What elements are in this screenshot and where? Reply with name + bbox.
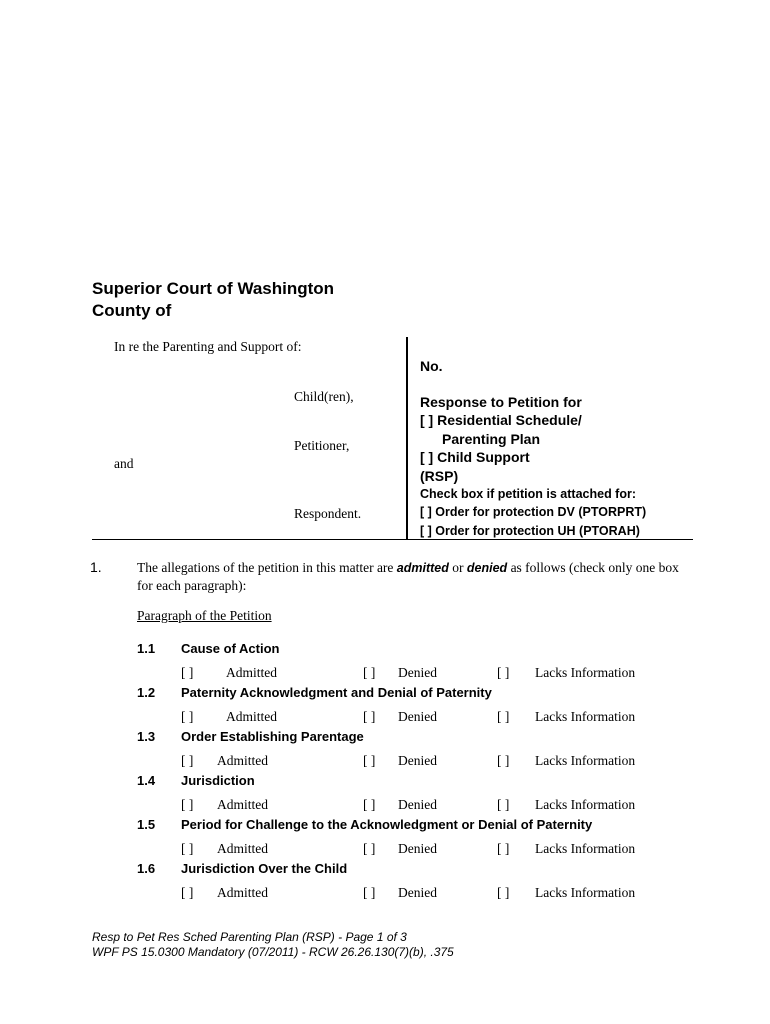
lacks-info-label: Lacks Information bbox=[535, 753, 636, 768]
caption-divider-vertical bbox=[406, 337, 408, 540]
item-number: 1.2 bbox=[137, 685, 156, 700]
item-number: 1.4 bbox=[137, 773, 156, 788]
respondent-label: Respondent. bbox=[294, 506, 362, 521]
item-title: Period for Challenge to the Acknowledgment or Denial of Paternity bbox=[181, 817, 593, 832]
lacks-info-label: Lacks Information bbox=[535, 665, 636, 680]
intro-or: or bbox=[448, 560, 467, 575]
lacks-info-checkbox[interactable]: [ ] bbox=[497, 841, 510, 856]
allegation-item bbox=[0, 817, 770, 861]
allegation-item bbox=[0, 641, 770, 685]
allegation-item bbox=[0, 773, 770, 817]
admitted-checkbox[interactable]: [ ] bbox=[181, 797, 194, 812]
admitted-label: Admitted bbox=[217, 797, 268, 812]
lacks-info-checkbox[interactable]: [ ] bbox=[497, 753, 510, 768]
admitted-label: Admitted bbox=[217, 841, 268, 856]
lacks-info-label: Lacks Information bbox=[535, 709, 636, 724]
denied-checkbox[interactable]: [ ] bbox=[363, 841, 376, 856]
title-line-code: (RSP) bbox=[420, 467, 459, 484]
check-ptorprt: [ ] Order for protection DV (PTORPRT) bbox=[420, 505, 647, 520]
check-instruction: Check box if petition is attached for: bbox=[420, 487, 636, 501]
allegation-item bbox=[0, 861, 770, 905]
petitioner-label: Petitioner, bbox=[294, 438, 350, 453]
item-title: Jurisdiction bbox=[181, 773, 255, 788]
admitted-checkbox[interactable]: [ ] bbox=[181, 709, 194, 724]
admitted-label: Admitted bbox=[226, 665, 277, 680]
case-number-label: No. bbox=[420, 358, 443, 374]
title-line: Response to Petition for bbox=[420, 394, 582, 410]
title-line-residential-schedule: [ ] Residential Schedule/ bbox=[420, 412, 582, 429]
item-number: 1.6 bbox=[137, 861, 156, 876]
lacks-info-checkbox[interactable]: [ ] bbox=[497, 885, 510, 900]
intro-denied: denied bbox=[466, 561, 508, 575]
lacks-info-checkbox[interactable]: [ ] bbox=[497, 797, 510, 812]
intro-admitted: admitted bbox=[396, 561, 449, 575]
denied-checkbox[interactable]: [ ] bbox=[363, 797, 376, 812]
denied-checkbox[interactable]: [ ] bbox=[363, 885, 376, 900]
item-number: 1.3 bbox=[137, 729, 156, 744]
intro-text: The allegations of the petition in this matter are bbox=[137, 560, 397, 575]
footer-form-code: WPF PS 15.0300 Mandatory (07/2011) - RCW 26.26.130(7)(b), .375 bbox=[92, 945, 454, 959]
court-name: Superior Court of Washington bbox=[92, 279, 335, 298]
denied-label: Denied bbox=[398, 885, 437, 900]
allegation-item bbox=[0, 729, 770, 773]
denied-label: Denied bbox=[398, 709, 437, 724]
children-label: Child(ren), bbox=[294, 389, 354, 404]
document-title bbox=[420, 393, 582, 485]
title-line-parenting-plan: Parenting Plan bbox=[442, 430, 541, 447]
denied-checkbox[interactable]: [ ] bbox=[363, 753, 376, 768]
lacks-info-label: Lacks Information bbox=[535, 797, 636, 812]
admitted-label: Admitted bbox=[226, 709, 277, 724]
lacks-info-label: Lacks Information bbox=[535, 841, 636, 856]
footer-page-info: Resp to Pet Res Sched Parenting Plan (RSP) - Page 1 of 3 bbox=[92, 930, 407, 944]
admitted-label: Admitted bbox=[217, 885, 268, 900]
check-ptorah: [ ] Order for protection UH (PTORAH) bbox=[420, 523, 640, 538]
item-title: Cause of Action bbox=[181, 641, 280, 656]
protection-order-checks bbox=[420, 485, 646, 540]
intro-text-end: as follows (check only one box for each paragraph): bbox=[137, 560, 679, 593]
admitted-checkbox[interactable]: [ ] bbox=[181, 885, 194, 900]
denied-label: Denied bbox=[398, 665, 437, 680]
lacks-info-checkbox[interactable]: [ ] bbox=[497, 665, 510, 680]
title-line-child-support: [ ] Child Support bbox=[420, 449, 530, 466]
allegation-list bbox=[0, 641, 770, 905]
lacks-info-label: Lacks Information bbox=[535, 885, 636, 900]
section-number: 1. bbox=[90, 559, 102, 575]
admitted-label: Admitted bbox=[217, 753, 268, 768]
allegation-item bbox=[0, 685, 770, 729]
item-title: Jurisdiction Over the Child bbox=[181, 861, 348, 876]
lacks-info-checkbox[interactable]: [ ] bbox=[497, 709, 510, 724]
item-title: Paternity Acknowledgment and Denial of Paternity bbox=[181, 685, 492, 700]
admitted-checkbox[interactable]: [ ] bbox=[181, 841, 194, 856]
admitted-checkbox[interactable]: [ ] bbox=[181, 665, 194, 680]
county-label: County of bbox=[92, 301, 172, 320]
in-re-label: In re the Parenting and Support of: bbox=[114, 339, 302, 354]
item-title: Order Establishing Parentage bbox=[181, 729, 364, 744]
item-number: 1.5 bbox=[137, 817, 156, 832]
and-label: and bbox=[114, 456, 134, 471]
denied-checkbox[interactable]: [ ] bbox=[363, 665, 376, 680]
denied-label: Denied bbox=[398, 841, 437, 856]
denied-label: Denied bbox=[398, 753, 437, 768]
section-intro bbox=[137, 559, 682, 595]
denied-label: Denied bbox=[398, 797, 437, 812]
paragraph-heading: Paragraph of the Petition bbox=[137, 608, 272, 623]
admitted-checkbox[interactable]: [ ] bbox=[181, 753, 194, 768]
denied-checkbox[interactable]: [ ] bbox=[363, 709, 376, 724]
item-number: 1.1 bbox=[137, 641, 156, 656]
